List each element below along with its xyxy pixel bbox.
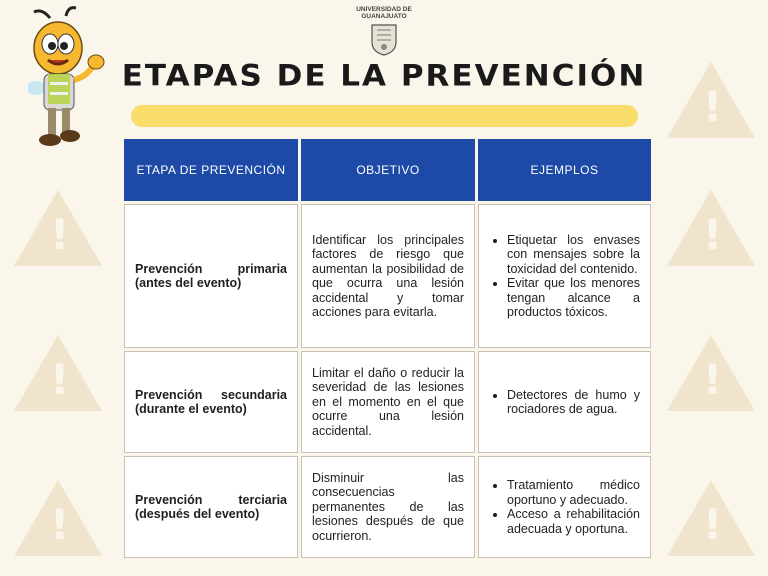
- university-name: UNIVERSIDAD DE GUANAJUATO: [356, 6, 412, 20]
- warning-triangle-icon: [14, 480, 102, 556]
- objective-cell: Disminuir las consecuencias permanentes de las lesiones después de que ocurrieron.: [301, 456, 475, 558]
- list-item: • Acceso a rehabilitación adecuada y oportuna.: [507, 507, 640, 536]
- warning-triangle-icon: [667, 190, 755, 266]
- university-crest-icon: [369, 22, 399, 56]
- table-row: [124, 456, 651, 558]
- objective-cell: Identificar los principales factores de riesgo que aumentan la posibilidad de que ocurra una lesión accidental y tomar acciones para evitarla.: [301, 204, 475, 348]
- title-underline-bar: [131, 105, 638, 127]
- table-row: [124, 204, 651, 348]
- warning-triangle-icon: [14, 335, 102, 411]
- list-item: • Tratamiento médico oportuno y adecuado.: [507, 478, 640, 507]
- stage-cell: Prevención terciaria (después del evento): [124, 456, 298, 558]
- stage-cell: Prevención secundaria (durante el evento): [124, 351, 298, 453]
- list-item: • Etiquetar los envases con mensajes sobre la toxicidad del contenido.: [507, 233, 640, 277]
- examples-cell: [478, 456, 651, 558]
- warning-triangle-icon: [667, 480, 755, 556]
- list-item: • Detectores de humo y rociadores de agua.: [507, 388, 640, 417]
- column-header-objective: OBJETIVO: [301, 139, 475, 201]
- column-header-examples: EJEMPLOS: [478, 139, 651, 201]
- list-item: • Evitar que los menores tengan alcance a productos tóxicos.: [507, 276, 640, 320]
- examples-cell: [478, 351, 651, 453]
- page-title: ETAPAS DE LA PREVENCIÓN: [121, 58, 647, 94]
- column-header-stage: ETAPA DE PREVENCIÓN: [124, 139, 298, 201]
- prevention-table: [121, 136, 654, 561]
- stage-cell: Prevención primaria (antes del evento): [124, 204, 298, 348]
- examples-cell: [478, 204, 651, 348]
- warning-triangle-icon: [14, 190, 102, 266]
- warning-triangle-icon: [667, 335, 755, 411]
- table-row: [124, 351, 651, 453]
- objective-cell: Limitar el daño o reducir la severidad de las lesiones en el momento en el que ocurre una lesión accidental.: [301, 351, 475, 453]
